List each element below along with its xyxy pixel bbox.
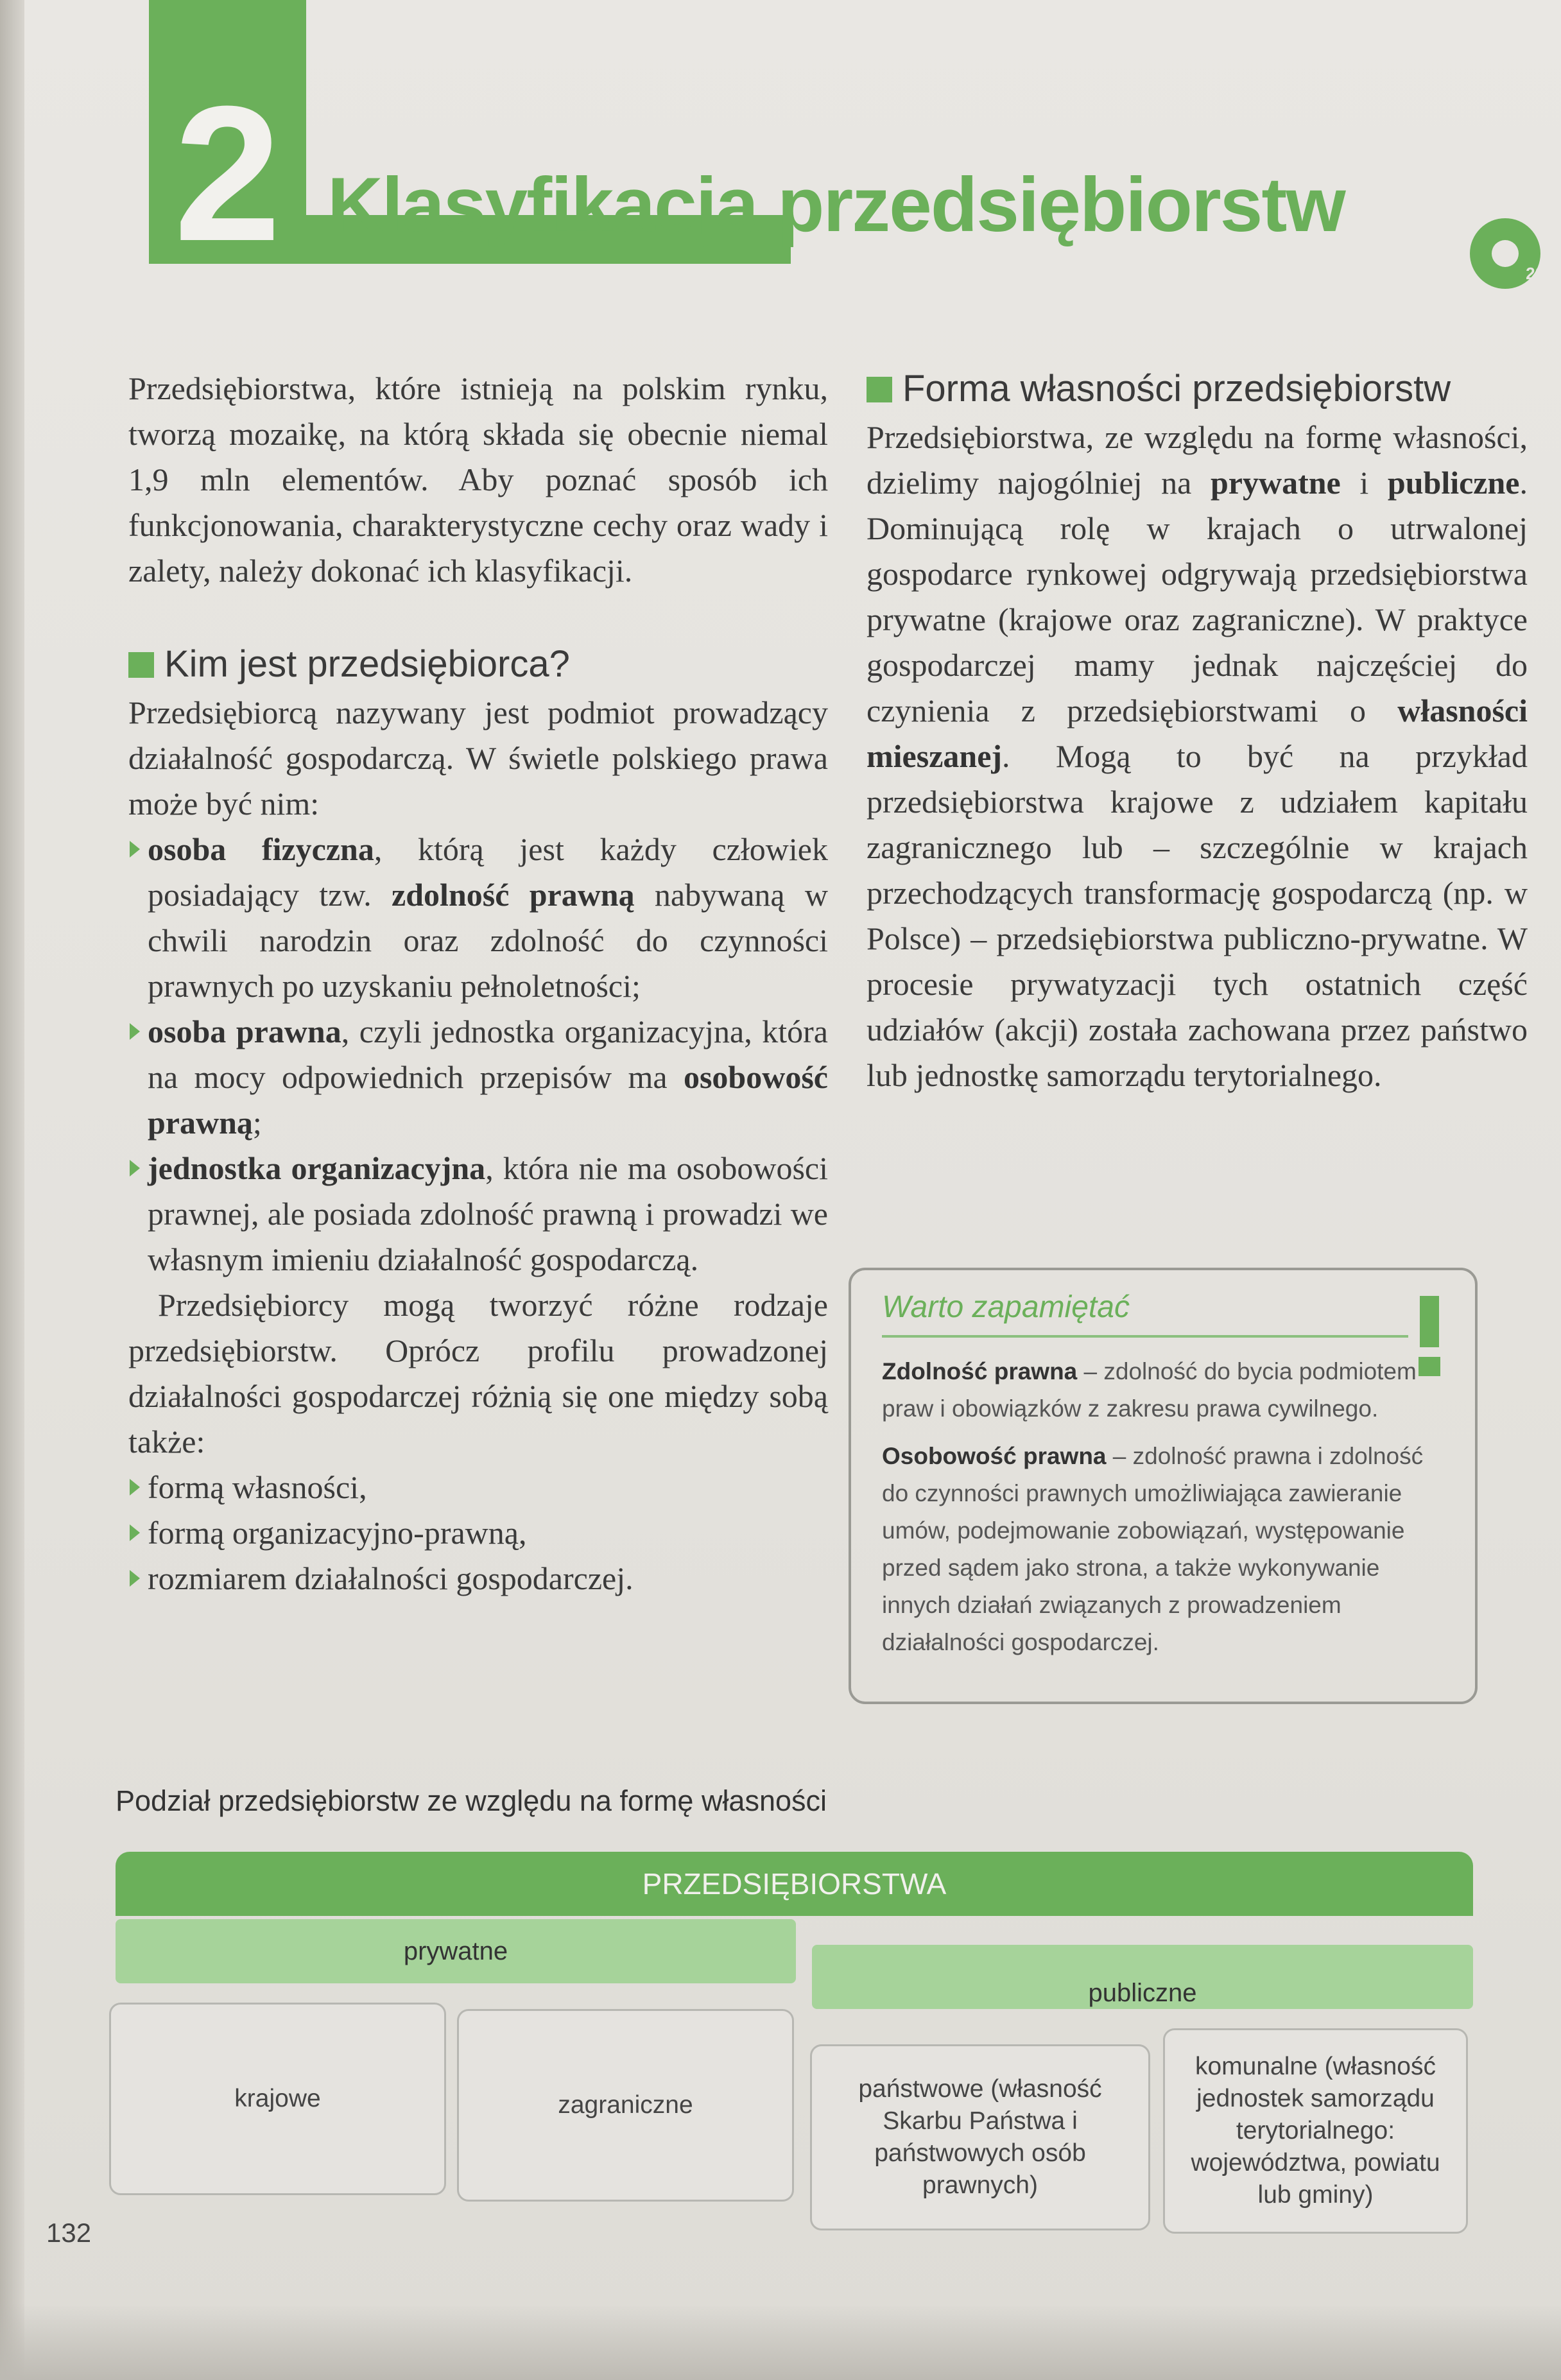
diagram-leaf-domestic: krajowe <box>109 2003 446 2195</box>
list-item: rozmiarem działalności gospodarczej. <box>128 1556 828 1601</box>
list-item: osoba fizyczna, którą jest każdy człowiek posiadający tzw. zdolność prawną nabywaną w chwili narodzin oraz zdolność do czynności prawnych po uzyskaniu pełnoletności; <box>128 827 828 1009</box>
diagram-root: PRZEDSIĘBIORSTWA <box>116 1852 1473 1916</box>
cd-icon <box>1470 218 1544 289</box>
diagram-private: prywatne <box>116 1919 796 1983</box>
section-heading-entrepreneur: Kim jest przedsiębiorca? <box>128 641 828 687</box>
diagram-leaf-foreign: zagraniczne <box>457 2009 794 2202</box>
page-number: 132 <box>46 2218 92 2248</box>
differences-list <box>128 1465 828 1601</box>
chapter-title: Klasyfikacja przedsiębiorstw <box>327 162 1345 248</box>
diagram-title: Podział przedsiębiorstw ze względu na formę własności <box>116 1784 827 1817</box>
chapter-number-box <box>149 0 306 281</box>
list-item: formą organizacyjno-prawną, <box>128 1510 828 1556</box>
diagram-leaf-state: państwowe (własność Skarbu Państwa i państwowych osób prawnych) <box>810 2044 1150 2230</box>
definition-legal-capacity: Zdolność prawna – zdolność do bycia podmiotem praw i obowiązków z zakresu prawa cywilnego. <box>882 1358 1417 1422</box>
chapter-number: 2 <box>174 65 281 281</box>
left-column <box>128 366 828 1601</box>
arrow-bullet-icon <box>130 1160 140 1177</box>
green-square-icon <box>128 652 154 678</box>
list-item: formą własności, <box>128 1465 828 1510</box>
arrow-bullet-icon <box>130 1479 140 1496</box>
list-item: jednostka organizacyjna, która nie ma osobowości prawnej, ale posiada zdolność prawną i prowadzi we własnym imieniu działalność gospodarczą. <box>128 1146 828 1282</box>
remember-box <box>849 1268 1478 1704</box>
arrow-bullet-icon <box>130 1524 140 1541</box>
ownership-paragraph: Przedsiębiorstwa, ze względu na formę własności, dzielimy najogólniej na prywatne i publiczne. Dominującą rolę w krajach o utrwalonej gospodarce rynkowej odgrywają przedsiębiorstwa prywatne (krajowe oraz zagraniczne). W praktyce gospodarczej mamy jednak najczęściej do czynienia z przedsiębiorstwami o własności mieszanej. Mogą to być na przykład przedsiębiorstwa krajowe z udziałem kapitału zagranicznego lub – szczególnie w krajach przechodzących transformację gospodarczą (np. w Polsce) – przedsiębiorstwa publiczno-prywatne. W procesie prywatyzacji tych ostatnich część udziałów (akcji) została zachowana przez państwo lub jednostkę samorządu terytorialnego. <box>867 419 1528 1093</box>
intro-paragraph: Przedsiębiorstwa, które istnieją na polskim rynku, tworzą mozaikę, na którą składa się obecnie niemal 1,9 mln elementów. Aby poznać sposób ich funkcjonowania, charakterystyczne cechy oraz wady i zalety, należy dokonać ich klasyfikacji. <box>128 370 828 589</box>
page-binding <box>0 0 24 2380</box>
types-paragraph: Przedsiębiorcy mogą tworzyć różne rodzaje przedsiębiorstw. Oprócz profilu prowadzonej działalności gospodarczej różnią się one między sobą także: <box>128 1287 828 1460</box>
diagram-leaf-municipal: komunalne (własność jednostek samorządu terytorialnego: województwa, powiatu lub gminy) <box>1163 2028 1468 2234</box>
entrepreneur-paragraph: Przedsiębiorcą nazywany jest podmiot prowadzący działalność gospodarczą. W świetle polskiego prawa może być nim: <box>128 694 828 822</box>
definition-legal-personality: Osobowość prawna – zdolność prawna i zdolność do czynności prawnych umożliwiająca zawieranie umów, podejmowanie zobowiązań, występowanie przed sądem jako strona, a także wykonywanie innych działań związanych z prowadzeniem działalności gospodarczej. <box>882 1443 1424 1655</box>
green-square-icon <box>867 377 892 402</box>
exclamation-icon <box>1411 1296 1449 1379</box>
arrow-bullet-icon <box>130 841 140 858</box>
arrow-bullet-icon <box>130 1023 140 1040</box>
diagram-public: publiczne <box>812 1945 1473 2009</box>
remember-title: Warto zapamiętać <box>882 1289 1408 1338</box>
cd-label: 20 <box>1526 264 1544 283</box>
list-item: osoba prawna, czyli jednostka organizacyjna, która na mocy odpowiednich przepisów ma osobowość prawną; <box>128 1009 828 1146</box>
section-heading-ownership: Forma własności przedsiębiorstw <box>867 366 1528 412</box>
entrepreneur-list <box>128 827 828 1282</box>
right-column <box>867 366 1528 1098</box>
page-shadow <box>0 2303 1561 2380</box>
arrow-bullet-icon <box>130 1570 140 1587</box>
